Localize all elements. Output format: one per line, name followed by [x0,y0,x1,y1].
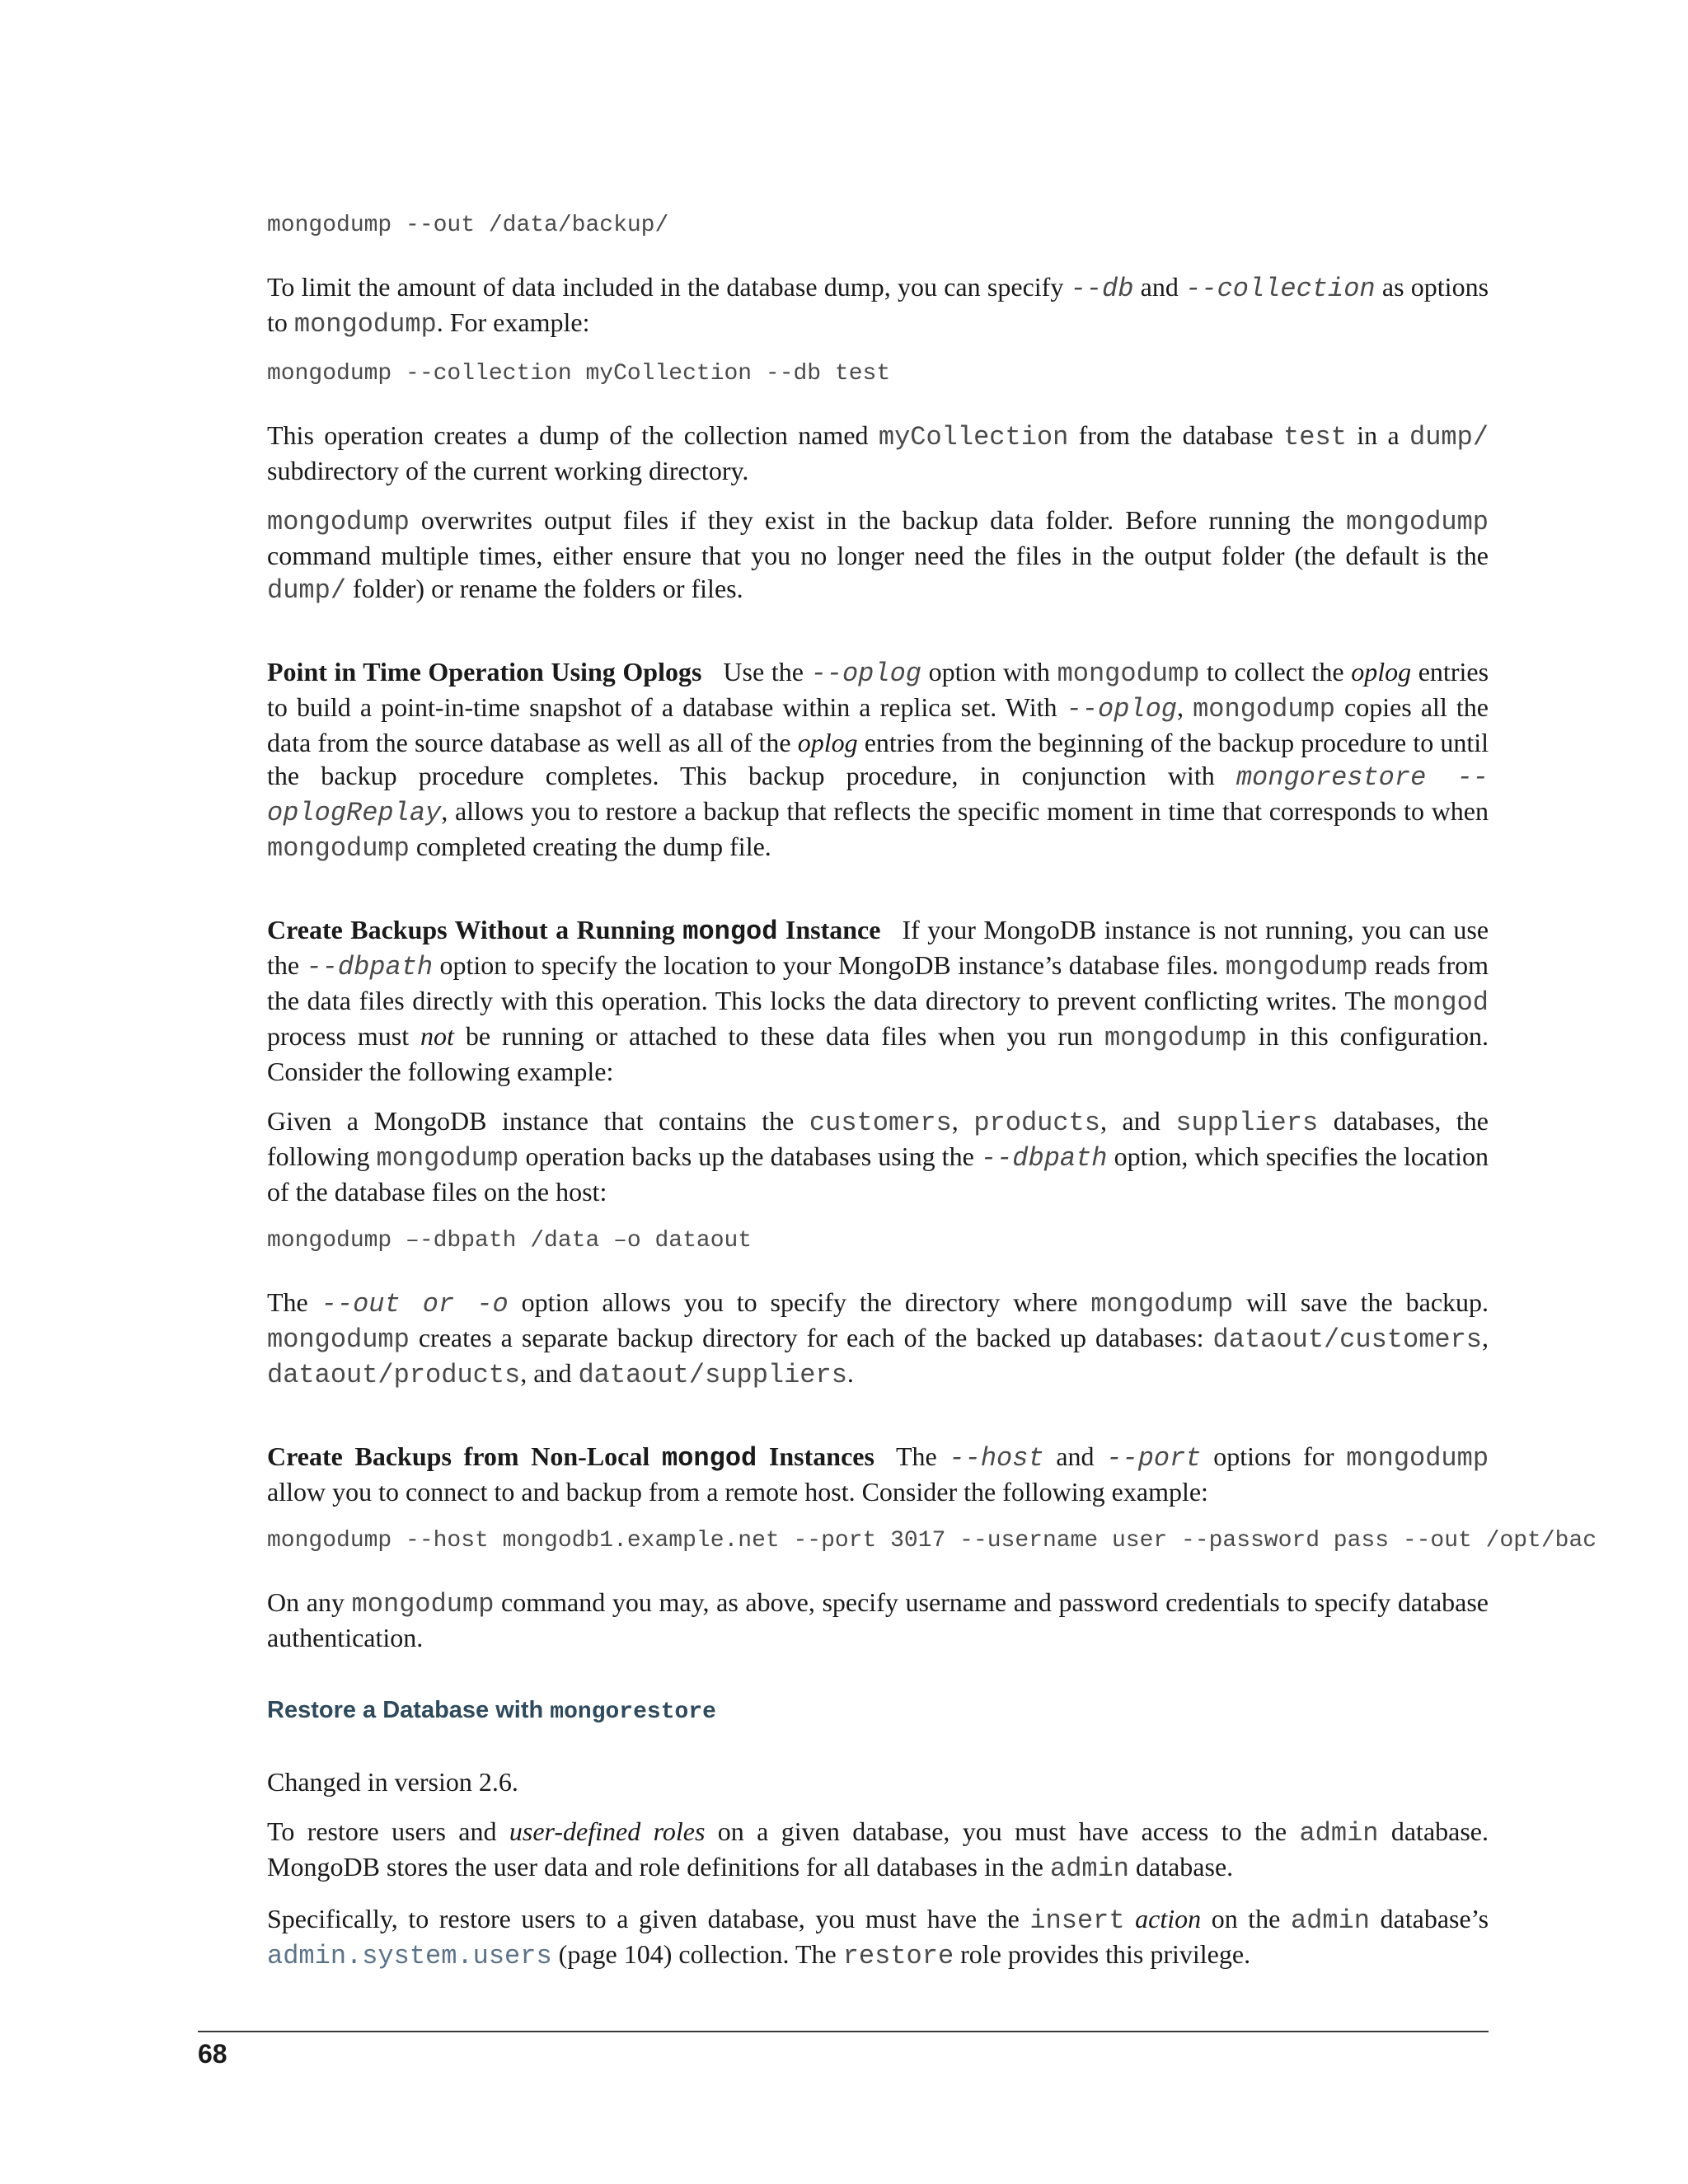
option-dbpath[interactable]: --dbpath [980,1143,1108,1174]
inline-code: mongodump [1346,507,1489,537]
text: operation backs up the databases using the [518,1141,981,1171]
paragraph-out-option [267,1286,1489,1392]
option-port[interactable]: --port [1106,1443,1202,1474]
option-db[interactable]: --db [1070,274,1134,304]
text: to collect the [1199,657,1352,687]
text: Instances [757,1441,874,1471]
inline-code: mongodump [267,507,410,537]
text: , [951,1106,974,1136]
inline-code: dump/ [267,575,347,606]
text: If your MongoDB instance is not running, you can use the [267,915,1489,980]
text: , and [520,1358,579,1388]
option-dbpath[interactable]: --dbpath [306,952,434,982]
inline-code: mongod [682,916,778,947]
paragraph-given-instance [267,1104,1489,1208]
text: This operation creates a dump of the collection named [267,420,879,450]
inline-code: dataout/customers [1212,1324,1482,1355]
inline-code: mongodump [376,1143,519,1174]
text: options for [1201,1441,1347,1471]
paragraph-limit-data [267,270,1489,341]
text: on a given database, you must have access to the [705,1816,1300,1846]
inline-code: mongodump [1225,952,1368,982]
text: (page 104) collection. The [551,1939,843,1969]
text: process must [267,1021,421,1051]
text: Instance [777,915,881,944]
text: completed creating the dump file. [409,832,771,861]
text: Use the [723,657,811,687]
text: The [267,1287,321,1317]
inline-code: mongodump [267,833,410,864]
section-heading: Point in Time Operation Using Oplogs [267,657,702,687]
text: folder) or rename the folders or files. [346,574,743,603]
page-number: 68 [198,2039,227,2069]
paragraph-dump-collection [267,419,1489,487]
text: and [1133,272,1186,302]
section-point-in-time [267,655,1489,865]
inline-code: admin [1049,1854,1129,1884]
text: on the [1201,1904,1291,1933]
text: option, which specifies the location of the database files on the host: [267,1141,1489,1207]
inline-code: restore [842,1941,954,1971]
text: . For example: [436,307,590,337]
option-host[interactable]: --host [949,1443,1044,1474]
code-block-remote-host: mongodump --host mongodb1.example.net --port 3017 --username user --password pass --out /opt/bac [267,1528,1597,1554]
inline-code: mongodump [1346,1443,1489,1474]
term-action[interactable]: action [1135,1904,1202,1933]
text: command you may, as above, specify username and password credentials to specify database authentication. [267,1587,1489,1652]
text: in a [1346,420,1409,450]
inline-code: mongodump [267,1324,410,1355]
code-block-collection: mongodump --collection myCollection --db test [267,361,891,387]
text: database. [1129,1852,1234,1882]
paragraph-changed-version: Changed in version 2.6. [267,1767,518,1797]
text: creates a separate backup directory for each of the backed up databases: [409,1323,1213,1352]
text: On any [267,1587,352,1617]
text: overwrites output files if they exist in the backup data folder. Before running the [409,505,1347,535]
text: Specifically, to restore users to a given database, you must have the [267,1904,1030,1933]
paragraph-restore-users [267,1815,1489,1886]
option-collection[interactable]: --collection [1185,274,1376,304]
text: option with [921,657,1057,687]
text: as options to [267,272,1489,337]
term-user-defined-roles[interactable]: user-defined roles [509,1816,706,1846]
text: from the database [1068,420,1284,450]
term-oplog[interactable]: oplog [797,728,858,757]
inline-code: mongodump [1090,1289,1234,1319]
inline-code: mongod [662,1443,757,1474]
code-block-dump-out: mongodump --out /data/backup/ [267,213,669,238]
subsection-heading-restore [267,1695,1489,1727]
text: Given a MongoDB instance that contains the [267,1106,809,1136]
text: Create Backups from Non-Local [267,1441,662,1471]
inline-code: mongodump [293,309,437,340]
text: reads from the data files directly with this operation. This locks the data directory to prevent conflicting writes. The [267,950,1489,1015]
text: entries from the beginning of the backup procedure to until the backup procedure completes. This backup procedure, in conjunction with [267,728,1489,790]
text: Create Backups Without a Running [267,915,683,944]
paragraph-insert-action [267,1902,1489,1973]
text: entries to build a point-in-time snapshot of a database within a replica set. With [267,657,1489,722]
text: To limit the amount of data included in the database dump, you can specify [267,272,1071,302]
text: database. MongoDB stores the user data and role definitions for all databases in the [267,1816,1489,1882]
inline-code: mongodump [1104,1023,1247,1053]
section-without-mongod [267,913,1489,1088]
inline-code: insert [1029,1905,1125,1936]
text: option allows you to specify the directory where [508,1287,1091,1317]
text: database’s [1369,1904,1489,1933]
text: To restore users and [267,1816,509,1846]
text: subdirectory of the current working directory. [267,456,749,485]
inline-code: admin [1290,1905,1370,1936]
text: Restore a Database with [267,1697,551,1723]
text: in this configuration. Consider the following example: [267,1021,1489,1086]
inline-code: dataout/suppliers [578,1360,847,1390]
footer-rule [198,2031,1489,2032]
inline-code: mongorestore [550,1699,716,1725]
inline-code: dataout/products [267,1360,521,1390]
inline-code: mongodump [1193,694,1335,724]
ref-mongorestore-oplogreplay[interactable]: mongorestore --oplogReplay [267,762,1489,828]
text: role provides this privilege. [954,1939,1251,1969]
text: and [1043,1441,1107,1471]
paragraph-credentials [267,1586,1489,1654]
inline-code: myCollection [878,422,1069,452]
text: copies all the data from the source database as well as all of the [267,692,1489,757]
text: , allows you to restore a backup that reflects the specific moment in time that corresponds to when [441,796,1489,826]
text: be running or attached to these data files when you run [453,1021,1104,1051]
text: , and [1100,1106,1176,1136]
text: option to specify the location to your MongoDB instance’s database files. [433,950,1226,980]
text: will save the backup. [1233,1287,1489,1317]
section-non-local [267,1440,1489,1508]
inline-code: mongod [1393,987,1489,1018]
inline-code: admin [1299,1818,1379,1849]
option-out[interactable]: --out or -o [321,1289,509,1319]
text: command multiple times, either ensure that you no longer need the files in the output folder (the default is the [267,541,1489,570]
text: . [846,1358,854,1388]
option-oplog[interactable]: --oplog [810,658,921,689]
emphasis: not [420,1021,454,1051]
inline-code: dump/ [1409,422,1489,452]
inline-code: test [1283,422,1347,452]
inline-code: mongodump [351,1589,495,1619]
link-admin-system-users[interactable]: admin.system.users [267,1941,552,1971]
text: , [1177,692,1193,722]
text: allow you to connect to and backup from a remote host. Consider the following example: [267,1477,1208,1507]
inline-code: mongodump [1057,658,1200,689]
option-oplog[interactable]: --oplog [1066,694,1177,724]
paragraph-overwrite [267,504,1489,607]
text: , [1482,1323,1489,1352]
section-heading [267,915,881,947]
inline-code: products [973,1108,1100,1138]
term-oplog[interactable]: oplog [1351,657,1412,687]
inline-code: customers [809,1108,952,1138]
text: databases, the following [267,1106,1489,1171]
code-block-dbpath: mongodump –-dbpath /data –o dataout [267,1228,753,1254]
inline-code: suppliers [1175,1108,1319,1138]
section-heading [267,1441,874,1474]
page-body [267,209,1597,1990]
text: The [895,1441,950,1471]
